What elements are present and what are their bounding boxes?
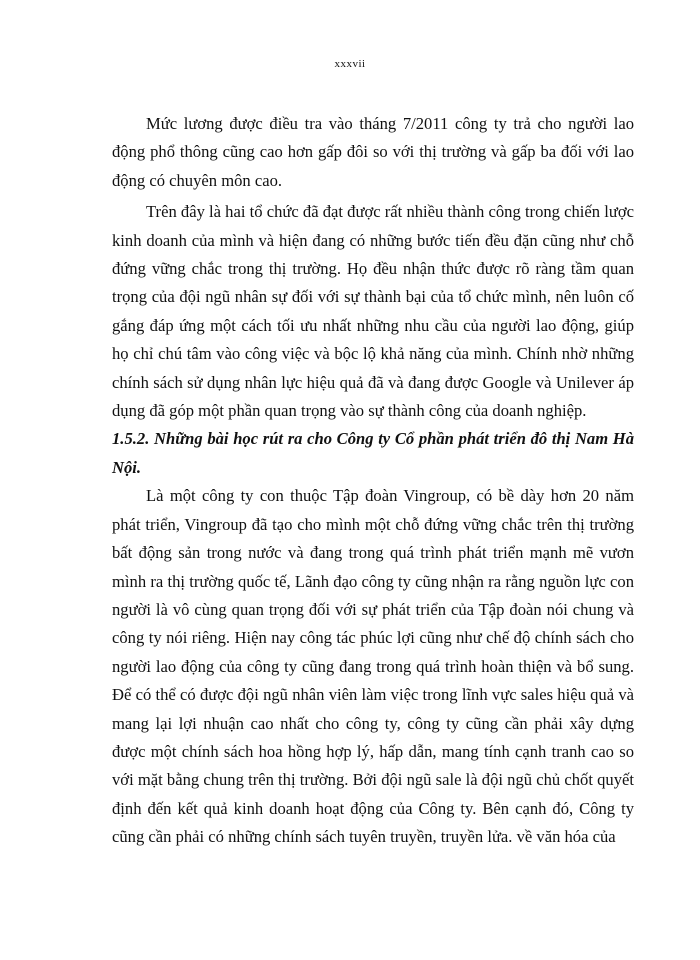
paragraph-summary: Trên đây là hai tổ chức đã đạt được rất nhiều thành công trong chiến lược kinh doanh của mình và hiện đang có những bước tiến đều đặn cũng như chỗ đứng vững chắc trong thị trường. Họ đều nhận thức được rõ ràng tầm quan trọng của đội ngũ nhân sự đối với sự thành bại của tổ chức mình, nên luôn cố gắng đáp ứng một cách tối ưu nhất những nhu cầu của người lao động, giúp họ chỉ chú tâm vào công việc và bộc lộ khả năng của mình. Chính nhờ những chính sách sử dụng nhân lực hiệu quả đã và đang được Google và Unilever áp dụng đã góp một phần quan trọng vào sự thành công của doanh nghiệp.: [112, 202, 634, 421]
document-body: [112, 110, 634, 852]
paragraph-salary: Mức lương được điều tra vào tháng 7/2011 công ty trả cho người lao động phổ thông cũng cao hơn gấp đôi so với thị trường và gấp ba đối với lao động có chuyên môn cao.: [112, 114, 634, 190]
paragraph-lessons: Là một công ty con thuộc Tập đoàn Vingroup, có bề dày hơn 20 năm phát triển, Vingroup đã tạo cho mình một chỗ đứng vững chắc trên thị trường bất động sản trong nước và đang trong quá trình phát triển mạnh mẽ vươn mình ra thị trường quốc tế, Lãnh đạo công ty cũng nhận ra rằng nguồn lực con người là vô cùng quan trọng đối với sự phát triển của Tập đoàn nói chung và công ty nói riêng. Hiện nay công tác phúc lợi cũng như chế độ chính sách cho người lao động của công ty cũng đang trong quá trình hoàn thiện và bổ sung. Để có thể có được đội ngũ nhân viên làm việc trong lĩnh vực sales hiệu quả và mang lại lợi nhuận cao nhất cho công ty, công ty cũng cần phải xây dựng được một chính sách hoa hồng hợp lý, hấp dẫn, mang tính cạnh tranh cao so với mặt bằng chung trên thị trường. Bởi đội ngũ sale là đội ngũ chủ chốt quyết định đến kết quả kinh doanh hoạt động của Công ty. Bên cạnh đó, Công ty cũng cần phải có những chính sách tuyên truyền, truyền lửa. về văn hóa của: [112, 486, 634, 847]
section-heading: 1.5.2. Những bài học rút ra cho Công ty Cổ phần phát triển đô thị Nam Hà Nội.: [112, 429, 634, 477]
page-number: xxxvii: [334, 58, 366, 70]
